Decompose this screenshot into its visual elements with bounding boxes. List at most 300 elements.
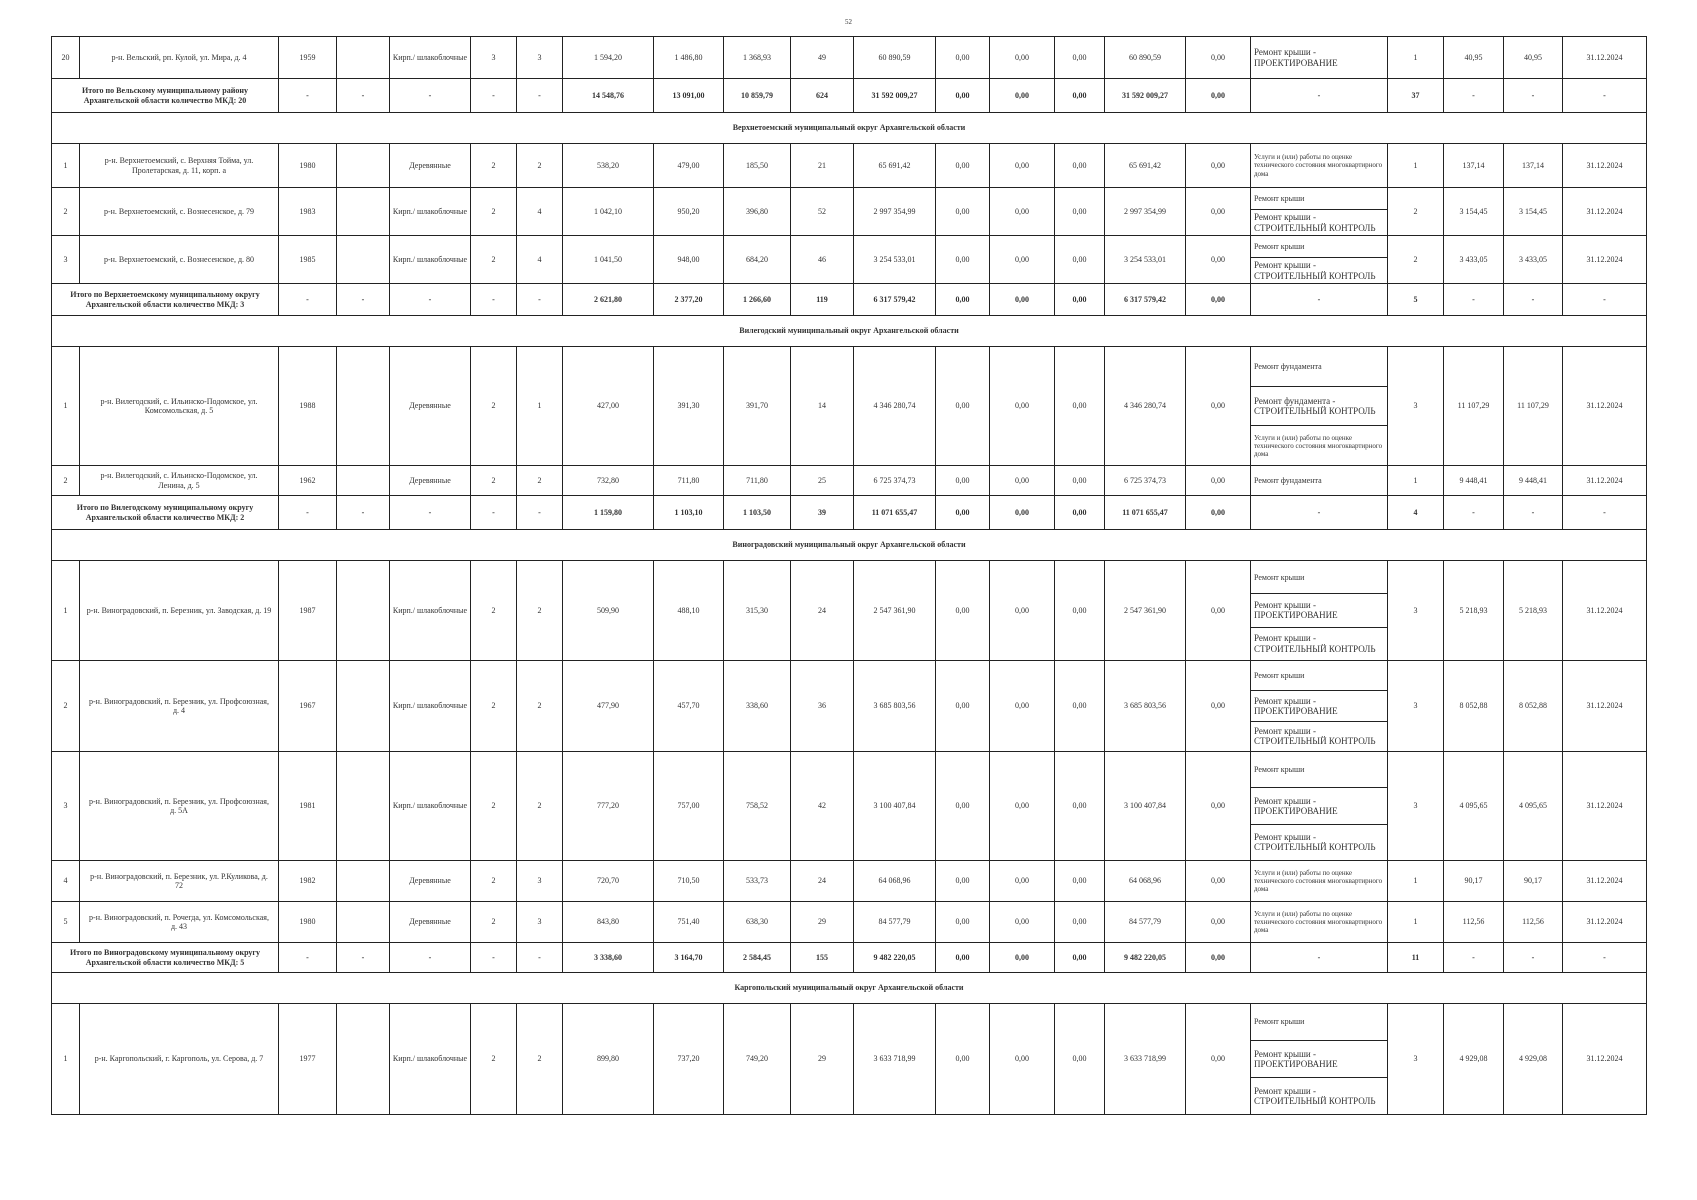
year-last-repair — [337, 1004, 390, 1115]
fund-regional: 0,00 — [990, 661, 1055, 752]
unit-cost: - — [1444, 496, 1504, 530]
total-cost: 84 577,79 — [854, 902, 936, 943]
completion-date: 31.12.2024 — [1563, 861, 1647, 902]
fund-regional: 0,00 — [990, 861, 1055, 902]
owned-area: 391,70 — [724, 347, 791, 466]
unit-cost-limit: - — [1504, 284, 1563, 316]
work-types — [1251, 861, 1388, 902]
section-title: Каргопольский муниципальный округ Архангельской области — [52, 973, 1647, 1004]
fund-owners: 9 482 220,05 — [1105, 943, 1186, 973]
fund-owners: 31 592 009,27 — [1105, 79, 1186, 113]
work-type-item: Ремонт крыши — [1254, 572, 1305, 582]
work-count: 3 — [1388, 347, 1444, 466]
total-cost: 3 633 718,99 — [854, 1004, 936, 1115]
section-title: Виноградовский муниципальный округ Архангельской области — [52, 530, 1647, 561]
unit-cost: 4 095,65 — [1444, 752, 1504, 861]
total-row — [52, 496, 1647, 530]
fund-owners: 3 100 407,84 — [1105, 752, 1186, 861]
living-area: 710,50 — [654, 861, 724, 902]
address: р-н. Виноградовский, п. Рочегда, ул. Комсомольская, д. 43 — [80, 902, 279, 943]
completion-date: 31.12.2024 — [1563, 37, 1647, 79]
row-number: 3 — [52, 236, 80, 284]
total-area: 1 159,80 — [563, 496, 654, 530]
year-built: 1980 — [279, 902, 337, 943]
fund-owners: 64 068,96 — [1105, 861, 1186, 902]
residents: 52 — [791, 188, 854, 236]
fund-federal: 0,00 — [936, 496, 990, 530]
year-built: 1959 — [279, 37, 337, 79]
fund-federal: 0,00 — [936, 236, 990, 284]
work-count: 2 — [1388, 236, 1444, 284]
fund-regional: 0,00 — [990, 236, 1055, 284]
work-types: - — [1251, 79, 1388, 113]
unit-cost-limit: 3 154,45 — [1504, 188, 1563, 236]
living-area: 13 091,00 — [654, 79, 724, 113]
fund-local: 0,00 — [1055, 661, 1105, 752]
unit-cost: 4 929,08 — [1444, 1004, 1504, 1115]
entrances: 2 — [517, 1004, 563, 1115]
owned-area: 185,50 — [724, 144, 791, 188]
work-types — [1251, 752, 1388, 861]
residents: 14 — [791, 347, 854, 466]
wall-material: Кирп./ шлакоблочные — [390, 236, 471, 284]
total-cost: 9 482 220,05 — [854, 943, 936, 973]
work-type-item: Ремонт фундамента — [1254, 361, 1322, 371]
living-area: 1 103,10 — [654, 496, 724, 530]
work-type-item: Ремонт крыши - СТРОИТЕЛЬНЫЙ КОНТРОЛЬ — [1251, 209, 1387, 235]
fund-other: 0,00 — [1186, 144, 1251, 188]
total-area: 1 594,20 — [563, 37, 654, 79]
floors: 2 — [471, 661, 517, 752]
fund-other: 0,00 — [1186, 496, 1251, 530]
year-last-repair — [337, 37, 390, 79]
fund-local: 0,00 — [1055, 236, 1105, 284]
owned-area: 533,73 — [724, 861, 791, 902]
owned-area: 1 368,93 — [724, 37, 791, 79]
floors: 2 — [471, 752, 517, 861]
owned-area: 684,20 — [724, 236, 791, 284]
wall-material: Кирп./ шлакоблочные — [390, 661, 471, 752]
total-row — [52, 79, 1647, 113]
residents: 39 — [791, 496, 854, 530]
total-label: Итого по Виноградовскому муниципальному округу Архангельской области количество МКД: 5 — [52, 943, 279, 973]
total-cost: 65 691,42 — [854, 144, 936, 188]
fund-owners: 2 997 354,99 — [1105, 188, 1186, 236]
entrances: 3 — [517, 902, 563, 943]
fund-other: 0,00 — [1186, 79, 1251, 113]
floors: - — [471, 496, 517, 530]
living-area: 751,40 — [654, 902, 724, 943]
row-number: 1 — [52, 144, 80, 188]
entrances: 1 — [517, 347, 563, 466]
unit-cost-limit: - — [1504, 496, 1563, 530]
work-type-item: Ремонт крыши - ПРОЕКТИРОВАНИЕ — [1254, 47, 1338, 68]
fund-owners: 4 346 280,74 — [1105, 347, 1186, 466]
fund-owners: 84 577,79 — [1105, 902, 1186, 943]
residents: 21 — [791, 144, 854, 188]
work-type-item: Услуги и (или) работы по оценке технического состояния многоквартирного дома — [1251, 425, 1387, 465]
unit-cost-limit: 4 095,65 — [1504, 752, 1563, 861]
unit-cost-limit: 40,95 — [1504, 37, 1563, 79]
floors: - — [471, 79, 517, 113]
table-row — [52, 861, 1647, 902]
fund-federal: 0,00 — [936, 752, 990, 861]
work-count: 4 — [1388, 496, 1444, 530]
work-type-item: Ремонт крыши — [1254, 765, 1305, 775]
owned-area: 1 266,60 — [724, 284, 791, 316]
fund-owners: 11 071 655,47 — [1105, 496, 1186, 530]
total-cost: 64 068,96 — [854, 861, 936, 902]
total-area: 777,20 — [563, 752, 654, 861]
work-type-item: Ремонт крыши - ПРОЕКТИРОВАНИЕ — [1251, 1040, 1387, 1077]
work-count: 3 — [1388, 561, 1444, 661]
row-number: 2 — [52, 466, 80, 496]
fund-other: 0,00 — [1186, 188, 1251, 236]
year-last-repair — [337, 466, 390, 496]
fund-regional: 0,00 — [990, 496, 1055, 530]
total-cost: 60 890,59 — [854, 37, 936, 79]
fund-regional: 0,00 — [990, 561, 1055, 661]
wall-material: - — [390, 496, 471, 530]
residents: 624 — [791, 79, 854, 113]
floors: 2 — [471, 861, 517, 902]
owned-area: 10 859,79 — [724, 79, 791, 113]
wall-material: Кирп./ шлакоблочные — [390, 188, 471, 236]
floors: 2 — [471, 144, 517, 188]
unit-cost: - — [1444, 79, 1504, 113]
residents: 42 — [791, 752, 854, 861]
total-cost: 3 254 533,01 — [854, 236, 936, 284]
fund-federal: 0,00 — [936, 1004, 990, 1115]
row-number: 1 — [52, 561, 80, 661]
entrances: 2 — [517, 752, 563, 861]
entrances: 2 — [517, 144, 563, 188]
work-type-item: Ремонт крыши - СТРОИТЕЛЬНЫЙ КОНТРОЛЬ — [1251, 824, 1387, 860]
fund-local: 0,00 — [1055, 347, 1105, 466]
fund-federal: 0,00 — [936, 347, 990, 466]
floors: 2 — [471, 188, 517, 236]
entrances: - — [517, 79, 563, 113]
work-type-item: Ремонт крыши - СТРОИТЕЛЬНЫЙ КОНТРОЛЬ — [1251, 1077, 1387, 1114]
address: р-н. Виноградовский, п. Березник, ул. Профсоюзная, д. 5А — [80, 752, 279, 861]
year-last-repair — [337, 752, 390, 861]
table-row — [52, 1004, 1647, 1115]
work-count: 1 — [1388, 861, 1444, 902]
fund-regional: 0,00 — [990, 902, 1055, 943]
work-types — [1251, 144, 1388, 188]
address: р-н. Виноградовский, п. Березник, ул. Профсоюзная, д. 4 — [80, 661, 279, 752]
owned-area: 749,20 — [724, 1004, 791, 1115]
floors: 3 — [471, 37, 517, 79]
unit-cost-limit: - — [1504, 943, 1563, 973]
work-types — [1251, 236, 1388, 284]
fund-local: 0,00 — [1055, 943, 1105, 973]
section-title: Верхнетоемский муниципальный округ Архангельской области — [52, 113, 1647, 144]
year-built: 1988 — [279, 347, 337, 466]
work-count: 1 — [1388, 466, 1444, 496]
fund-local: 0,00 — [1055, 188, 1105, 236]
year-last-repair — [337, 661, 390, 752]
row-number: 5 — [52, 902, 80, 943]
owned-area: 396,80 — [724, 188, 791, 236]
work-type-item: Ремонт крыши - СТРОИТЕЛЬНЫЙ КОНТРОЛЬ — [1251, 627, 1387, 660]
entrances: 2 — [517, 561, 563, 661]
entrances: - — [517, 943, 563, 973]
row-number: 3 — [52, 752, 80, 861]
owned-area: 758,52 — [724, 752, 791, 861]
fund-federal: 0,00 — [936, 861, 990, 902]
completion-date: 31.12.2024 — [1563, 902, 1647, 943]
work-type-item: Ремонт крыши - СТРОИТЕЛЬНЫЙ КОНТРОЛЬ — [1251, 257, 1387, 283]
fund-owners: 3 254 533,01 — [1105, 236, 1186, 284]
fund-other: 0,00 — [1186, 37, 1251, 79]
wall-material: Кирп./ шлакоблочные — [390, 37, 471, 79]
entrances: 3 — [517, 861, 563, 902]
completion-date: 31.12.2024 — [1563, 1004, 1647, 1115]
wall-material: Деревянные — [390, 861, 471, 902]
work-count: 2 — [1388, 188, 1444, 236]
work-type-item: Ремонт крыши - ПРОЕКТИРОВАНИЕ — [1251, 690, 1387, 720]
residents: 29 — [791, 902, 854, 943]
fund-local: 0,00 — [1055, 37, 1105, 79]
fund-federal: 0,00 — [936, 188, 990, 236]
work-type-item: Ремонт фундамента — [1254, 475, 1322, 485]
year-built: 1977 — [279, 1004, 337, 1115]
fund-regional: 0,00 — [990, 144, 1055, 188]
total-area: 3 338,60 — [563, 943, 654, 973]
wall-material: - — [390, 284, 471, 316]
work-count: 1 — [1388, 144, 1444, 188]
fund-federal: 0,00 — [936, 661, 990, 752]
wall-material: - — [390, 79, 471, 113]
wall-material: Деревянные — [390, 144, 471, 188]
work-types — [1251, 466, 1388, 496]
total-area: 509,90 — [563, 561, 654, 661]
fund-regional: 0,00 — [990, 284, 1055, 316]
total-area: 720,70 — [563, 861, 654, 902]
address: р-н. Вилегодский, с. Ильинско-Подомское, ул. Комсомольская, д. 5 — [80, 347, 279, 466]
table-row — [52, 466, 1647, 496]
living-area: 391,30 — [654, 347, 724, 466]
year-built: 1981 — [279, 752, 337, 861]
year-built: 1982 — [279, 861, 337, 902]
work-types: - — [1251, 284, 1388, 316]
fund-other: 0,00 — [1186, 661, 1251, 752]
fund-federal: 0,00 — [936, 943, 990, 973]
total-area: 732,80 — [563, 466, 654, 496]
fund-local: 0,00 — [1055, 79, 1105, 113]
owned-area: 338,60 — [724, 661, 791, 752]
fund-other: 0,00 — [1186, 347, 1251, 466]
living-area: 948,00 — [654, 236, 724, 284]
completion-date: 31.12.2024 — [1563, 561, 1647, 661]
fund-regional: 0,00 — [990, 466, 1055, 496]
year-last-repair — [337, 188, 390, 236]
work-count: 37 — [1388, 79, 1444, 113]
completion-date: - — [1563, 79, 1647, 113]
fund-federal: 0,00 — [936, 902, 990, 943]
unit-cost: 90,17 — [1444, 861, 1504, 902]
residents: 25 — [791, 466, 854, 496]
floors: 2 — [471, 1004, 517, 1115]
year-last-repair — [337, 561, 390, 661]
completion-date: 31.12.2024 — [1563, 347, 1647, 466]
living-area: 479,00 — [654, 144, 724, 188]
fund-regional: 0,00 — [990, 1004, 1055, 1115]
year-built: 1967 — [279, 661, 337, 752]
entrances: 2 — [517, 466, 563, 496]
work-types — [1251, 561, 1388, 661]
total-area: 538,20 — [563, 144, 654, 188]
total-cost: 2 547 361,90 — [854, 561, 936, 661]
residents: 36 — [791, 661, 854, 752]
completion-date: - — [1563, 284, 1647, 316]
completion-date: - — [1563, 496, 1647, 530]
total-cost: 2 997 354,99 — [854, 188, 936, 236]
work-type-item: Услуги и (или) работы по оценке технического состояния многоквартирного дома — [1254, 153, 1383, 178]
entrances: 2 — [517, 661, 563, 752]
work-count: 3 — [1388, 752, 1444, 861]
fund-other: 0,00 — [1186, 561, 1251, 661]
address: р-н. Верхнетоемский, с. Вознесенское, д. 79 — [80, 188, 279, 236]
row-number: 2 — [52, 661, 80, 752]
unit-cost-limit: 3 433,05 — [1504, 236, 1563, 284]
owned-area: 638,30 — [724, 902, 791, 943]
work-count: 3 — [1388, 661, 1444, 752]
work-types — [1251, 902, 1388, 943]
table-row — [52, 188, 1647, 236]
row-number: 1 — [52, 1004, 80, 1115]
floors: - — [471, 943, 517, 973]
work-type-item: Ремонт крыши — [1254, 242, 1305, 252]
unit-cost-limit: 137,14 — [1504, 144, 1563, 188]
work-count: 1 — [1388, 37, 1444, 79]
fund-federal: 0,00 — [936, 79, 990, 113]
year-last-repair: - — [337, 496, 390, 530]
year-last-repair: - — [337, 79, 390, 113]
year-built: 1962 — [279, 466, 337, 496]
completion-date: 31.12.2024 — [1563, 661, 1647, 752]
total-area: 477,90 — [563, 661, 654, 752]
entrances: - — [517, 284, 563, 316]
living-area: 737,20 — [654, 1004, 724, 1115]
residents: 24 — [791, 561, 854, 661]
address: р-н. Вельский, рп. Кулой, ул. Мира, д. 4 — [80, 37, 279, 79]
fund-local: 0,00 — [1055, 861, 1105, 902]
unit-cost: - — [1444, 284, 1504, 316]
table-row — [52, 37, 1647, 79]
unit-cost-limit: 11 107,29 — [1504, 347, 1563, 466]
total-cost: 6 317 579,42 — [854, 284, 936, 316]
fund-other: 0,00 — [1186, 236, 1251, 284]
table-row — [52, 661, 1647, 752]
work-types — [1251, 1004, 1388, 1115]
total-area: 899,80 — [563, 1004, 654, 1115]
wall-material: Деревянные — [390, 902, 471, 943]
section-header-row — [52, 316, 1647, 347]
residents: 49 — [791, 37, 854, 79]
address: р-н. Вилегодский, с. Ильинско-Подомское, ул. Ленина, д. 5 — [80, 466, 279, 496]
fund-local: 0,00 — [1055, 466, 1105, 496]
work-type-item: Услуги и (или) работы по оценке технического состояния многоквартирного дома — [1254, 868, 1383, 894]
year-last-repair — [337, 902, 390, 943]
total-cost: 11 071 655,47 — [854, 496, 936, 530]
year-built: - — [279, 284, 337, 316]
entrances: 4 — [517, 188, 563, 236]
unit-cost-limit: 4 929,08 — [1504, 1004, 1563, 1115]
total-area: 843,80 — [563, 902, 654, 943]
living-area: 457,70 — [654, 661, 724, 752]
unit-cost: 3 433,05 — [1444, 236, 1504, 284]
table-row — [52, 752, 1647, 861]
unit-cost: 137,14 — [1444, 144, 1504, 188]
fund-federal: 0,00 — [936, 284, 990, 316]
year-built: 1985 — [279, 236, 337, 284]
work-type-item: Ремонт фундамента - СТРОИТЕЛЬНЫЙ КОНТРОЛЬ — [1251, 386, 1387, 426]
total-area: 1 042,10 — [563, 188, 654, 236]
unit-cost-limit: - — [1504, 79, 1563, 113]
fund-regional: 0,00 — [990, 943, 1055, 973]
year-last-repair — [337, 347, 390, 466]
year-built: 1983 — [279, 188, 337, 236]
living-area: 3 164,70 — [654, 943, 724, 973]
address: р-н. Верхнетоемский, с. Верхняя Тойма, ул. Пролетарская, д. 11, корп. а — [80, 144, 279, 188]
year-built: - — [279, 496, 337, 530]
year-last-repair: - — [337, 943, 390, 973]
fund-owners: 6 725 374,73 — [1105, 466, 1186, 496]
living-area: 488,10 — [654, 561, 724, 661]
fund-local: 0,00 — [1055, 1004, 1105, 1115]
unit-cost-limit: 9 448,41 — [1504, 466, 1563, 496]
fund-local: 0,00 — [1055, 284, 1105, 316]
completion-date: 31.12.2024 — [1563, 188, 1647, 236]
work-count: 5 — [1388, 284, 1444, 316]
unit-cost-limit: 5 218,93 — [1504, 561, 1563, 661]
year-built: 1980 — [279, 144, 337, 188]
wall-material: - — [390, 943, 471, 973]
floors: 2 — [471, 561, 517, 661]
fund-owners: 60 890,59 — [1105, 37, 1186, 79]
total-cost: 3 100 407,84 — [854, 752, 936, 861]
work-types — [1251, 37, 1388, 79]
row-number: 4 — [52, 861, 80, 902]
unit-cost-limit: 90,17 — [1504, 861, 1563, 902]
fund-federal: 0,00 — [936, 144, 990, 188]
work-count: 3 — [1388, 1004, 1444, 1115]
work-type-item: Ремонт крыши - СТРОИТЕЛЬНЫЙ КОНТРОЛЬ — [1251, 721, 1387, 751]
unit-cost: 11 107,29 — [1444, 347, 1504, 466]
fund-federal: 0,00 — [936, 466, 990, 496]
work-types: - — [1251, 943, 1388, 973]
living-area: 950,20 — [654, 188, 724, 236]
work-count: 1 — [1388, 902, 1444, 943]
total-label: Итого по Верхнетоемскому муниципальному округу Архангельской области количество МКД: 3 — [52, 284, 279, 316]
floors: 2 — [471, 236, 517, 284]
table-row — [52, 144, 1647, 188]
year-last-repair: - — [337, 284, 390, 316]
fund-owners: 2 547 361,90 — [1105, 561, 1186, 661]
residents: 155 — [791, 943, 854, 973]
fund-owners: 65 691,42 — [1105, 144, 1186, 188]
entrances: 3 — [517, 37, 563, 79]
section-title: Вилегодский муниципальный округ Архангельской области — [52, 316, 1647, 347]
work-type-item: Ремонт крыши - ПРОЕКТИРОВАНИЕ — [1251, 787, 1387, 823]
table-row — [52, 236, 1647, 284]
fund-regional: 0,00 — [990, 188, 1055, 236]
fund-federal: 0,00 — [936, 37, 990, 79]
total-area: 427,00 — [563, 347, 654, 466]
residents: 29 — [791, 1004, 854, 1115]
